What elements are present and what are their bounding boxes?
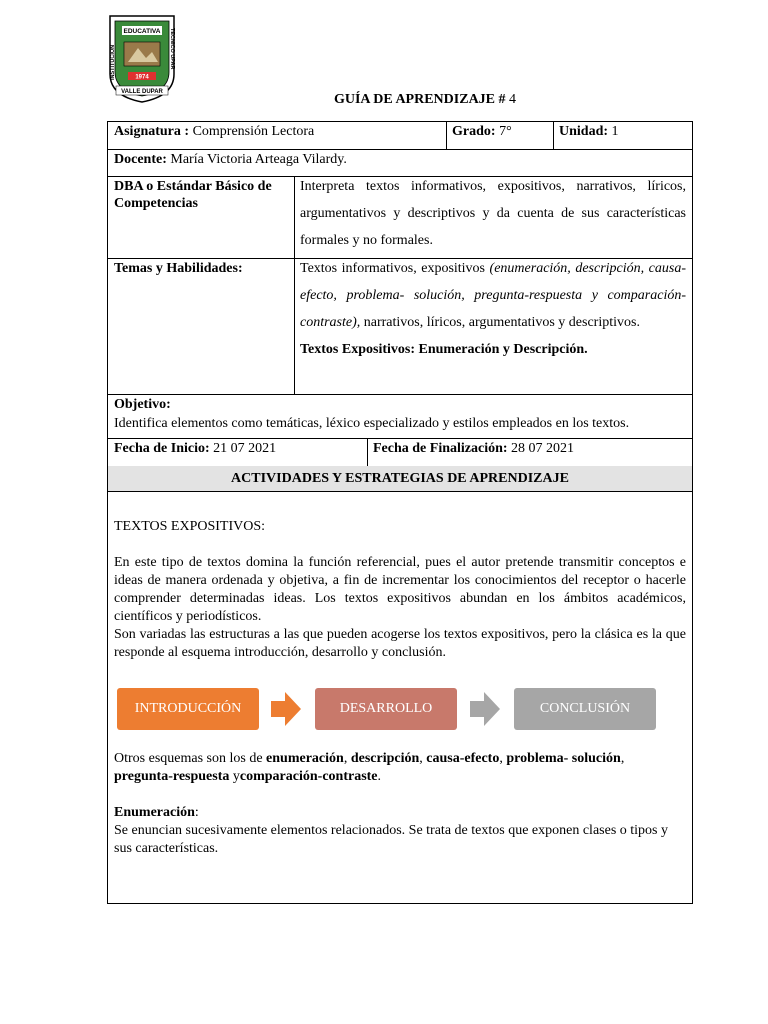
asignatura-label: Asignatura :: [114, 124, 190, 139]
fecha-inicio-label: Fecha de Inicio:: [114, 441, 210, 456]
row-content: [108, 518, 692, 903]
page-title: [0, 92, 768, 108]
fecha-inicio-value: 21 07 2021: [213, 441, 277, 456]
title-number: 4: [509, 92, 517, 107]
dba-text: Interpreta textos informativos, expositivos, narrativos, líricos, argumentativos y descriptivos y da cuenta de sus características formales y no formales.: [300, 179, 686, 248]
fecha-fin-label: Fecha de Finalización:: [373, 441, 508, 456]
logo-left-text: INSTITUCION: [110, 44, 116, 80]
grado-label: Grado:: [452, 124, 496, 139]
other-schemes: Otros esquemas son los de enumeración, descripción, causa-efecto, problema- solución, pregunta-respuesta ycomparación-contraste.: [114, 751, 625, 784]
docente-label: Docente:: [114, 152, 167, 167]
row-temas: [108, 259, 692, 395]
flow-box-conclusion: CONCLUSIÓN: [514, 688, 656, 730]
fecha-inicio-cell: [108, 439, 367, 466]
structure-diagram: [114, 688, 686, 732]
logo-top-text: EDUCATIVA: [123, 28, 161, 35]
temas-text-cell: [294, 255, 692, 394]
temas-bold-line: Textos Expositivos: Enumeración y Descripción.: [300, 342, 588, 357]
content-area: [108, 518, 692, 858]
paragraph-1: En este tipo de textos domina la función referencial, pues el autor pretende transmitir conceptos e ideas de manera ordenada y objetiva, a fin de incrementar los conocimientos del receptor o hacerle comprender determinadas ideas. Los textos expositivos abundan en los ámbitos académicos, científicos y periodísticos.: [114, 555, 686, 624]
paragraph-2: Son variadas las estructuras a las que pueden acogerse los textos expositivos, pero la clásica es la que responde al esquema introducción, desarrollo y conclusión.: [114, 627, 686, 660]
unidad-cell: [553, 122, 693, 149]
guide-table: [107, 121, 693, 904]
temas-label: Temas y Habilidades:: [114, 261, 243, 276]
temas-text-b: (enumeración, descripción, causa-efecto, problema- solución, pregunta-respuesta y comparación-contraste),: [300, 261, 686, 330]
flow-box-desarrollo: DESARROLLO: [315, 688, 457, 730]
row-fechas: [108, 439, 692, 466]
objetivo-label: Objetivo:: [114, 397, 171, 412]
asignatura-cell: [108, 122, 446, 149]
unidad-label: Unidad:: [559, 124, 609, 139]
temas-text-c: narrativos, líricos, argumentativos y descriptivos.: [363, 315, 640, 330]
unidad-value: 1: [611, 124, 619, 139]
section-title: TEXTOS EXPOSITIVOS:: [114, 519, 266, 534]
fecha-fin-value: 28 07 2021: [511, 441, 575, 456]
grado-value: 7°: [499, 124, 512, 139]
fecha-fin-cell: [367, 439, 692, 466]
row-objetivo: [108, 395, 692, 439]
title-label: GUÍA DE APRENDIZAJE #: [333, 92, 506, 107]
logo-year: 1974: [135, 74, 149, 81]
flow-box-introduccion: INTRODUCCIÓN: [117, 688, 259, 730]
logo-bottom-text: VALLE DUPAR: [121, 89, 163, 95]
dba-label-cell: [108, 177, 294, 258]
row-dba: [108, 177, 692, 259]
arrow-right-icon: [470, 692, 500, 726]
actividades-heading: ACTIVIDADES Y ESTRATEGIAS DE APRENDIZAJE: [108, 466, 692, 492]
objetivo-text: Identifica elementos como temáticas, léxico especializado y estilos empleados en los textos.: [114, 416, 630, 431]
arrow-right-icon: [271, 692, 301, 726]
asignatura-value: Comprensión Lectora: [192, 124, 315, 139]
school-logo: [106, 12, 178, 104]
temas-text-a: Textos informativos, expositivos: [300, 261, 486, 276]
enumeracion-title: Enumeración:: [114, 805, 199, 820]
row-asignatura: [108, 122, 692, 150]
dba-text-cell: [294, 173, 692, 258]
objetivo-cell: [108, 395, 692, 438]
docente-value: María Victoria Arteaga Vilardy.: [170, 152, 347, 167]
dba-label: DBA o Estándar Básico de Competencias: [114, 179, 272, 211]
grado-cell: [446, 122, 553, 149]
logo-right-text: TECNICO UPAR: [169, 28, 175, 70]
temas-label-cell: [108, 259, 294, 394]
enumeracion-text: Se enuncian sucesivamente elementos relacionados. Se trata de textos que exponen clases o tipos y sus características.: [114, 823, 668, 856]
